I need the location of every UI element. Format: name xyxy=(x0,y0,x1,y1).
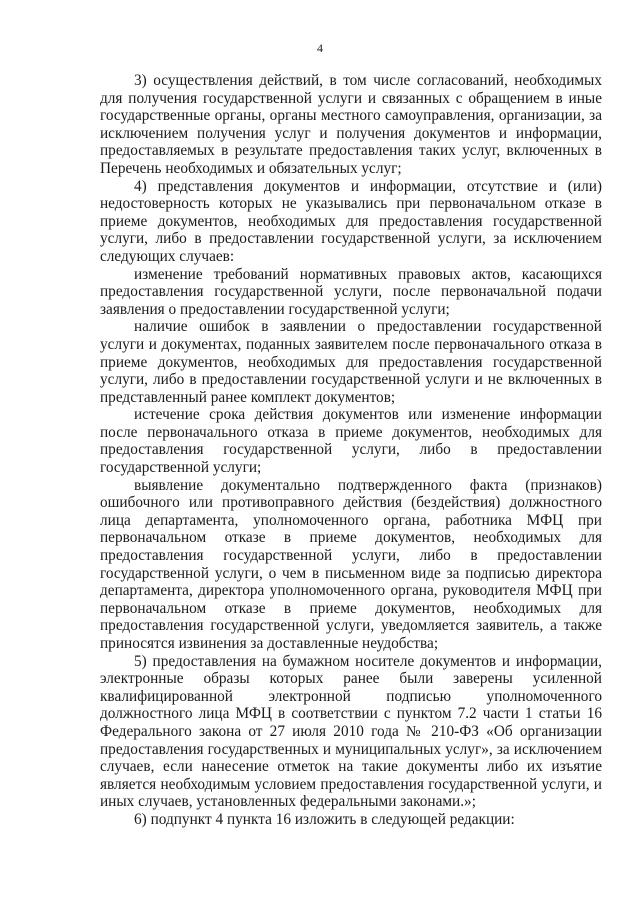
paragraph-exception-misconduct: выявление документально подтвержденного факта (признаков) ошибочного или противоправного действия (бездействия) должностного лица департамента, уполномоченного органа, работника МФЦ при первоначальном отказе в приеме документов, необходимых для предоставления государственной услуги, либо в предоставлении государственной услуги, о чем в письменном виде за подписью директора департамента, директора уполномоченного органа, руководителя МФЦ при первоначальном отказе в приеме документов, необходимых для предоставления государственной услуги, уведомляется заявитель, а также приносятся извинения за доставленные неудобства; xyxy=(100,476,602,652)
page-number: 4 xyxy=(317,41,323,55)
paragraph-exception-expiry: истечение срока действия документов или изменение информации после первоначального отказа в приеме документов, необходимых для предоставления государственной услуги, либо в предоставлении государственной услуги; xyxy=(100,406,602,477)
paragraph-item-5: 5) предоставления на бумажном носителе документов и информации, электронные образы которых ранее были заверены усиленной квалифицированной электронной подписью уполномоченного должностного лица МФЦ в соответствии с пунктом 7.2 части 1 статьи 16 Федерального закона от 27 июля 2010 года № 210-ФЗ «Об организации предоставления государственных и муниципальных услуг», за исключением случаев, если нанесение отметок на такие документы либо их изъятие является необходимым условием предоставления государственной услуги, и иных случаев, установленных федеральными законами.»; xyxy=(100,652,602,811)
paragraph-item-6: 6) подпункт 4 пункта 16 изложить в следующей редакции: xyxy=(134,810,515,828)
paragraph-exception-regulation-change: изменение требований нормативных правовых актов, касающихся предоставления государственной услуги, после первоначальной подачи заявления о предоставлении государственной услуги; xyxy=(100,265,602,318)
paragraph-exception-errors: наличие ошибок в заявлении о предоставлении государственной услуги и документах, поданных заявителем после первоначального отказа в приеме документов, необходимых для предоставления государственной услуги, либо в предоставлении государственной услуги и не включенных в представленный ранее комплект документов; xyxy=(100,318,602,406)
paragraph-item-4: 4) представления документов и информации, отсутствие и (или) недостоверность которых не указывались при первоначальном отказе в приеме документов, необходимых для предоставления государственной услуги, либо в предоставлении государственной услуги, за исключением следующих случаев: xyxy=(100,177,602,265)
paragraph-item-3: 3) осуществления действий, в том числе согласований, необходимых для получения государственной услуги и связанных с обращением в иные государственные органы, органы местного самоуправления, организации, за исключением получения услуг и получения документов и информации, предоставляемых в результате предоставления таких услуг, включенных в Перечень необходимых и обязательных услуг; xyxy=(100,72,602,177)
document-body xyxy=(100,72,602,829)
